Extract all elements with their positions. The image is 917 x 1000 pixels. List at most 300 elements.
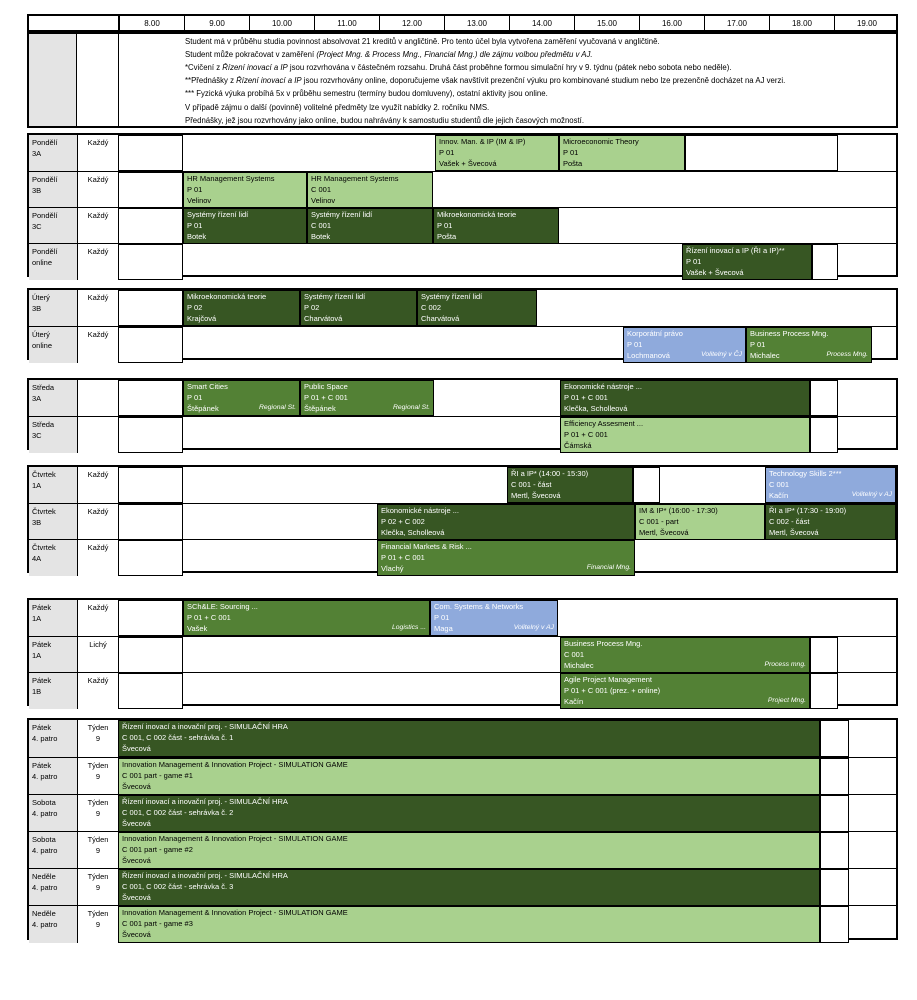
note-text-segment: V případě zájmu o další (povinně) volitelné předměty lze využít nabídky 2. ročníku NMS. — [185, 102, 490, 112]
day-name: Neděle — [32, 909, 56, 918]
frequency-cell — [78, 906, 119, 943]
event-title: Řízení inovací a inovační proj. - SIMULAČNÍ HRA — [122, 797, 288, 806]
event-title: ŘI a IP* (17:30 - 19:00) — [769, 506, 847, 515]
event-room: C 002 — [421, 302, 442, 312]
empty-cell — [118, 467, 183, 503]
day-row — [29, 905, 896, 943]
time-header-cell — [249, 16, 314, 30]
event-title: Systémy řízení lidí — [187, 210, 249, 219]
event-room: C 001 part - game #1 — [122, 770, 193, 780]
day-row — [29, 539, 896, 576]
empty-cell — [820, 758, 849, 795]
event-lecturer: Švecová — [122, 781, 151, 791]
day-cell — [29, 417, 78, 453]
event-block — [118, 795, 820, 832]
note-text-segment: Přednášky, jež jsou rozvrhovány jako online, budou nahrávány k samostudiu studentů dle jejich časových možností. — [185, 115, 585, 125]
day-cell — [29, 172, 78, 208]
day-cell — [29, 327, 78, 363]
day-block — [27, 718, 898, 940]
event-block — [560, 380, 810, 416]
frequency-label: Lichý — [89, 640, 107, 649]
time-header-cell — [704, 16, 769, 30]
event-lecturer: Mertl, Švecová — [639, 527, 689, 537]
day-block — [27, 378, 898, 450]
day-row — [29, 467, 896, 503]
event-title: Mikroekonomická teorie — [437, 210, 517, 219]
event-lecturer: Vašek + Švecová — [439, 158, 497, 168]
time-label: 19.00 — [856, 18, 878, 28]
day-name: Pondělí — [32, 247, 58, 256]
frequency-label: Každý — [87, 507, 109, 516]
day-name: Pátek — [32, 603, 52, 612]
event-room: C 001 — [311, 184, 332, 194]
day-row — [29, 600, 896, 636]
day-row — [29, 380, 896, 416]
empty-cell — [810, 380, 838, 416]
time-header-cell — [639, 16, 704, 30]
day-name: Čtvrtek — [32, 470, 56, 479]
event-block — [417, 290, 537, 326]
event-block — [118, 758, 820, 795]
day-row — [29, 135, 896, 171]
event-room: P 01 — [686, 256, 702, 266]
frequency-cell — [78, 290, 119, 326]
day-name: Sobota — [32, 798, 56, 807]
event-title: Technology Skills 2*** — [769, 469, 842, 478]
day-block — [27, 133, 898, 277]
event-lecturer: Štěpánek — [304, 403, 336, 413]
group-name: 4A — [32, 554, 42, 563]
notes-left-white-cell — [77, 34, 119, 126]
event-block — [377, 540, 635, 576]
event-block — [183, 600, 430, 636]
event-block — [746, 327, 872, 363]
note-text-segment: Řízení inovací a IP — [222, 63, 288, 73]
day-name: Úterý — [32, 330, 50, 339]
group-name: 3A — [32, 149, 42, 158]
day-block — [27, 465, 898, 573]
event-lecturer: Krajčová — [187, 313, 217, 323]
note-text-segment: (Project Mng. & Process Mng., Financial Mng.) dle zájmu volbou předmětu v AJ. — [316, 50, 593, 60]
event-title: Systémy řízení lidí — [304, 292, 366, 301]
frequency-cell — [78, 540, 119, 576]
event-title: Financial Markets & Risk ... — [381, 542, 472, 551]
frequency-cell — [78, 673, 119, 709]
frequency-cell — [78, 720, 119, 757]
event-lecturer: Švecová — [122, 855, 151, 865]
group-name: online — [32, 258, 53, 267]
event-block — [183, 172, 307, 208]
day-row — [29, 794, 896, 832]
event-block — [183, 208, 307, 244]
frequency-label: Týden — [87, 835, 109, 844]
event-lecturer: Vašek — [187, 623, 208, 633]
event-lecturer: Švecová — [122, 929, 151, 939]
group-name: 3B — [32, 186, 42, 195]
note-text-segment: *** Fyzická výuka probíhá 5x v průběhu semestru (termíny budou domluveny), ostatní aktivity jsou online. — [185, 89, 548, 99]
group-name: 4. patro — [32, 846, 58, 855]
event-track-note: Volitelný v ČJ — [701, 351, 742, 359]
event-lecturer: Vlachý — [381, 563, 404, 573]
frequency-cell — [78, 327, 119, 363]
event-room: C 001 part - game #2 — [122, 844, 193, 854]
time-header-cell — [184, 16, 249, 30]
event-room: P 02 — [304, 302, 320, 312]
event-room: C 001, C 002 část - sehrávka č. 2 — [122, 807, 234, 817]
notes-left-gray-cell — [29, 34, 77, 126]
empty-cell — [118, 417, 183, 453]
frequency-cell — [78, 417, 119, 453]
event-room: P 01 + C 001 (prez. + online) — [564, 685, 661, 695]
event-room: P 02 + C 002 — [381, 516, 425, 526]
time-label: 8.00 — [144, 18, 160, 28]
empty-cell — [118, 380, 183, 416]
day-cell — [29, 540, 78, 576]
event-block — [183, 290, 300, 326]
empty-cell — [820, 832, 849, 869]
event-title: Innovation Management & Innovation Project - SIMULATION GAME — [122, 760, 348, 769]
event-title: Systémy řízení lidí — [311, 210, 373, 219]
frequency-cell — [78, 504, 119, 540]
day-name: Čtvrtek — [32, 507, 56, 516]
event-lecturer: Charvátová — [421, 313, 460, 323]
day-cell — [29, 720, 78, 757]
event-title: Efficiency Assesment ... — [564, 419, 644, 428]
empty-cell — [118, 637, 183, 673]
event-lecturer: Charvátová — [304, 313, 343, 323]
header-blank-cell — [29, 16, 119, 30]
frequency-label: Každý — [87, 175, 109, 184]
event-room: C 001, C 002 část - sehrávka č. 1 — [122, 732, 234, 742]
frequency-cell — [78, 758, 119, 795]
event-title: Smart Cities — [187, 382, 228, 391]
group-name: 3B — [32, 304, 42, 313]
day-cell — [29, 795, 78, 832]
event-block — [307, 208, 433, 244]
event-title: HR Management Systems — [311, 174, 399, 183]
event-room: C 001 — [769, 479, 790, 489]
time-header-cell — [509, 16, 574, 30]
event-block — [560, 637, 810, 673]
day-cell — [29, 504, 78, 540]
event-title: Řízení inovací a inovační proj. - SIMULAČNÍ HRA — [122, 871, 288, 880]
frequency-cell — [78, 795, 119, 832]
time-label: 14.00 — [531, 18, 553, 28]
day-name: Neděle — [32, 872, 56, 881]
frequency-cell — [78, 244, 119, 280]
group-name: 4. patro — [32, 809, 58, 818]
empty-cell — [820, 720, 849, 757]
empty-cell — [118, 172, 183, 208]
group-name: online — [32, 341, 53, 350]
day-name: Sobota — [32, 835, 56, 844]
group-name: 4. patro — [32, 734, 58, 743]
day-row — [29, 171, 896, 208]
time-header-cell — [574, 16, 639, 30]
event-lecturer: Kačín — [769, 490, 789, 500]
event-lecturer: Botek — [187, 231, 207, 241]
day-cell — [29, 758, 78, 795]
empty-cell — [810, 417, 838, 453]
day-row — [29, 720, 896, 757]
frequency-cell — [78, 172, 119, 208]
day-name: Úterý — [32, 293, 50, 302]
group-name: 1A — [32, 481, 42, 490]
event-lecturer: Vašek + Švecová — [686, 267, 744, 277]
event-room: C 001 — [311, 220, 332, 230]
event-block — [377, 504, 635, 540]
event-lecturer: Švecová — [122, 892, 151, 902]
group-name: 4. patro — [32, 772, 58, 781]
day-cell — [29, 135, 78, 171]
empty-cell — [118, 540, 183, 576]
time-header-row — [27, 14, 898, 32]
day-row — [29, 326, 896, 363]
frequency-label: Týden — [87, 798, 109, 807]
event-room: P 01 — [187, 392, 203, 402]
event-block — [183, 380, 300, 416]
time-label: 10.00 — [271, 18, 293, 28]
event-lecturer: Čámská — [564, 440, 592, 450]
time-label: 17.00 — [726, 18, 748, 28]
day-cell — [29, 869, 78, 906]
day-name: Čtvrtek — [32, 543, 56, 552]
day-cell — [29, 832, 78, 869]
event-block — [118, 720, 820, 757]
event-block — [623, 327, 746, 363]
day-row — [29, 868, 896, 906]
frequency-label: Každý — [87, 543, 109, 552]
event-room: P 01 + C 001 — [564, 429, 608, 439]
frequency-cell — [78, 637, 119, 673]
event-room: C 001 - part — [639, 516, 679, 526]
note-text-segment: jsou rozvrhována v částečném rozsahu. Druhá část proběhne formou simulační hry v 9. týdnu (pátek nebo sobota nebo neděle). — [287, 63, 732, 73]
note-line — [185, 116, 892, 125]
time-label: 11.00 — [337, 18, 357, 28]
day-cell — [29, 600, 78, 636]
event-block — [435, 135, 559, 171]
event-lecturer: Klečka, Scholleová — [381, 527, 445, 537]
group-name: 3C — [32, 431, 42, 440]
day-name: Pondělí — [32, 211, 58, 220]
event-track-note: Regional St. — [392, 404, 430, 412]
event-room: P 01 + C 001 — [187, 612, 231, 622]
event-block — [507, 467, 633, 503]
event-title: Korporátní právo — [627, 329, 683, 338]
note-text-segment: *Cvičení z — [185, 63, 223, 73]
time-label: 18.00 — [791, 18, 813, 28]
day-block — [27, 288, 898, 360]
event-lecturer: Kačín — [564, 696, 584, 706]
event-track-note: Regional St. — [258, 404, 296, 412]
event-block — [118, 869, 820, 906]
event-title: Microeconomic Theory — [563, 137, 639, 146]
note-text-segment: Řízení inovací a IP — [236, 76, 302, 86]
frequency-label: Každý — [87, 470, 109, 479]
week-number: 9 — [95, 734, 101, 743]
event-lecturer: Velinov — [311, 195, 336, 205]
event-lecturer: Pošta — [563, 158, 583, 168]
frequency-label: Každý — [87, 293, 109, 302]
empty-cell — [118, 600, 183, 636]
empty-cell — [118, 673, 183, 709]
event-track-note: Process mng. — [764, 661, 806, 669]
note-line — [185, 37, 892, 46]
event-room: P 01 — [563, 147, 579, 157]
event-room: P 01 — [627, 339, 643, 349]
note-line — [185, 89, 892, 98]
time-label: 13.00 — [466, 18, 488, 28]
event-title: Innov. Man. & IP (IM & IP) — [439, 137, 526, 146]
event-room: P 01 + C 001 — [304, 392, 348, 402]
frequency-label: Týden — [87, 761, 109, 770]
event-track-note: Project Mng. — [767, 697, 806, 705]
event-block — [300, 290, 417, 326]
day-block — [27, 598, 898, 706]
day-cell — [29, 467, 78, 503]
event-room: P 01 — [434, 612, 450, 622]
event-room: P 01 — [187, 220, 203, 230]
event-title: Mikroekonomická teorie — [187, 292, 267, 301]
event-room: C 001 - část — [511, 479, 552, 489]
event-room: P 01 + C 001 — [381, 552, 425, 562]
time-header-cell — [314, 16, 379, 30]
event-lecturer: Štěpánek — [187, 403, 219, 413]
event-room: C 002 - část — [769, 516, 810, 526]
event-title: Agile Project Management — [564, 675, 652, 684]
event-room: P 01 — [187, 184, 203, 194]
event-title: HR Management Systems — [187, 174, 275, 183]
event-block — [682, 244, 812, 280]
week-number: 9 — [95, 920, 101, 929]
note-text-segment: jsou rozvrhovány online, doporučujeme však navštívit prezenční výuku pro kombinované studium nebo lze prezenčně docházet na AJ verzi. — [301, 76, 786, 86]
empty-cell — [685, 135, 838, 171]
time-label: 16.00 — [661, 18, 683, 28]
day-row — [29, 831, 896, 869]
event-block — [765, 504, 896, 540]
day-cell — [29, 380, 78, 416]
frequency-cell — [78, 467, 119, 503]
week-number: 9 — [95, 846, 101, 855]
event-track-note: Financial Mng. — [586, 564, 631, 572]
time-label: 12.00 — [401, 18, 423, 28]
frequency-cell — [78, 600, 119, 636]
empty-cell — [118, 208, 183, 244]
empty-cell — [118, 290, 183, 326]
day-cell — [29, 244, 78, 280]
event-lecturer: Mertl, Švecová — [769, 527, 819, 537]
event-track-note: Volitelný v AJ — [851, 491, 892, 499]
event-title: Com. Systems & Networks — [434, 602, 524, 611]
note-line — [185, 63, 892, 72]
event-title: Business Process Mng. — [750, 329, 829, 338]
day-name: Pátek — [32, 761, 52, 770]
event-room: C 001 part - game #3 — [122, 918, 193, 928]
event-title: Ekonomické nástroje ... — [564, 382, 642, 391]
group-name: 1B — [32, 687, 42, 696]
day-name: Pátek — [32, 723, 52, 732]
day-row — [29, 290, 896, 326]
day-name: Pátek — [32, 676, 52, 685]
time-header-cell — [119, 16, 184, 30]
event-block — [433, 208, 559, 244]
group-name: 4. patro — [32, 883, 58, 892]
frequency-label: Týden — [87, 909, 109, 918]
event-title: Innovation Management & Innovation Project - SIMULATION GAME — [122, 834, 348, 843]
empty-cell — [820, 869, 849, 906]
event-block — [765, 467, 896, 503]
frequency-label: Každý — [87, 138, 109, 147]
group-name: 1A — [32, 651, 42, 660]
frequency-label: Každý — [87, 676, 109, 685]
event-title: Ekonomické nástroje ... — [381, 506, 459, 515]
week-number: 9 — [95, 883, 101, 892]
event-title: Business Process Mng. — [564, 639, 643, 648]
time-header-cell — [769, 16, 834, 30]
event-lecturer: Michalec — [750, 350, 780, 360]
event-lecturer: Pošta — [437, 231, 457, 241]
empty-cell — [118, 244, 183, 280]
day-name: Pátek — [32, 640, 52, 649]
empty-cell — [118, 327, 183, 363]
empty-cell — [820, 795, 849, 832]
group-name: 1A — [32, 614, 42, 623]
group-name: 3A — [32, 394, 42, 403]
frequency-cell — [78, 869, 119, 906]
frequency-cell — [78, 832, 119, 869]
event-block — [560, 417, 810, 453]
event-block — [300, 380, 434, 416]
event-lecturer: Švecová — [122, 743, 151, 753]
frequency-label: Každý — [87, 330, 109, 339]
notes-panel — [27, 32, 898, 128]
day-row — [29, 416, 896, 453]
group-name: 3B — [32, 518, 42, 527]
week-number: 9 — [95, 772, 101, 781]
event-lecturer: Mertl, Švecová — [511, 490, 561, 500]
frequency-cell — [78, 380, 119, 416]
event-title: IM & IP* (16:00 - 17:30) — [639, 506, 718, 515]
day-cell — [29, 208, 78, 244]
day-cell — [29, 906, 78, 943]
event-lecturer: Botek — [311, 231, 331, 241]
time-header-cell — [834, 16, 899, 30]
note-line — [185, 103, 892, 112]
event-title: Řízení inovací a IP (ŘI a IP)** — [686, 246, 785, 255]
time-header-cell — [379, 16, 444, 30]
event-room: P 01 + C 001 — [564, 392, 608, 402]
empty-cell — [118, 135, 183, 171]
note-text-segment: **Přednášky z — [185, 76, 237, 86]
event-lecturer: Švecová — [122, 818, 151, 828]
day-row — [29, 672, 896, 709]
frequency-label: Každý — [87, 603, 109, 612]
group-name: 3C — [32, 222, 42, 231]
day-cell — [29, 290, 78, 326]
day-name: Pondělí — [32, 175, 58, 184]
frequency-cell — [78, 208, 119, 244]
event-block — [430, 600, 558, 636]
day-name: Středa — [32, 383, 55, 392]
event-title: Innovation Management & Innovation Project - SIMULATION GAME — [122, 908, 348, 917]
day-row — [29, 243, 896, 280]
note-text-segment: Student má v průběhu studia povinnost absolvovat 21 kreditů v angličtině. Pro tento účel byla vytvořena zaměření vyučovaná v angličtině. — [185, 37, 660, 46]
event-lecturer: Michalec — [564, 660, 594, 670]
event-title: Public Space — [304, 382, 348, 391]
empty-cell — [812, 244, 838, 280]
event-lecturer: Velinov — [187, 195, 212, 205]
empty-cell — [820, 906, 849, 943]
